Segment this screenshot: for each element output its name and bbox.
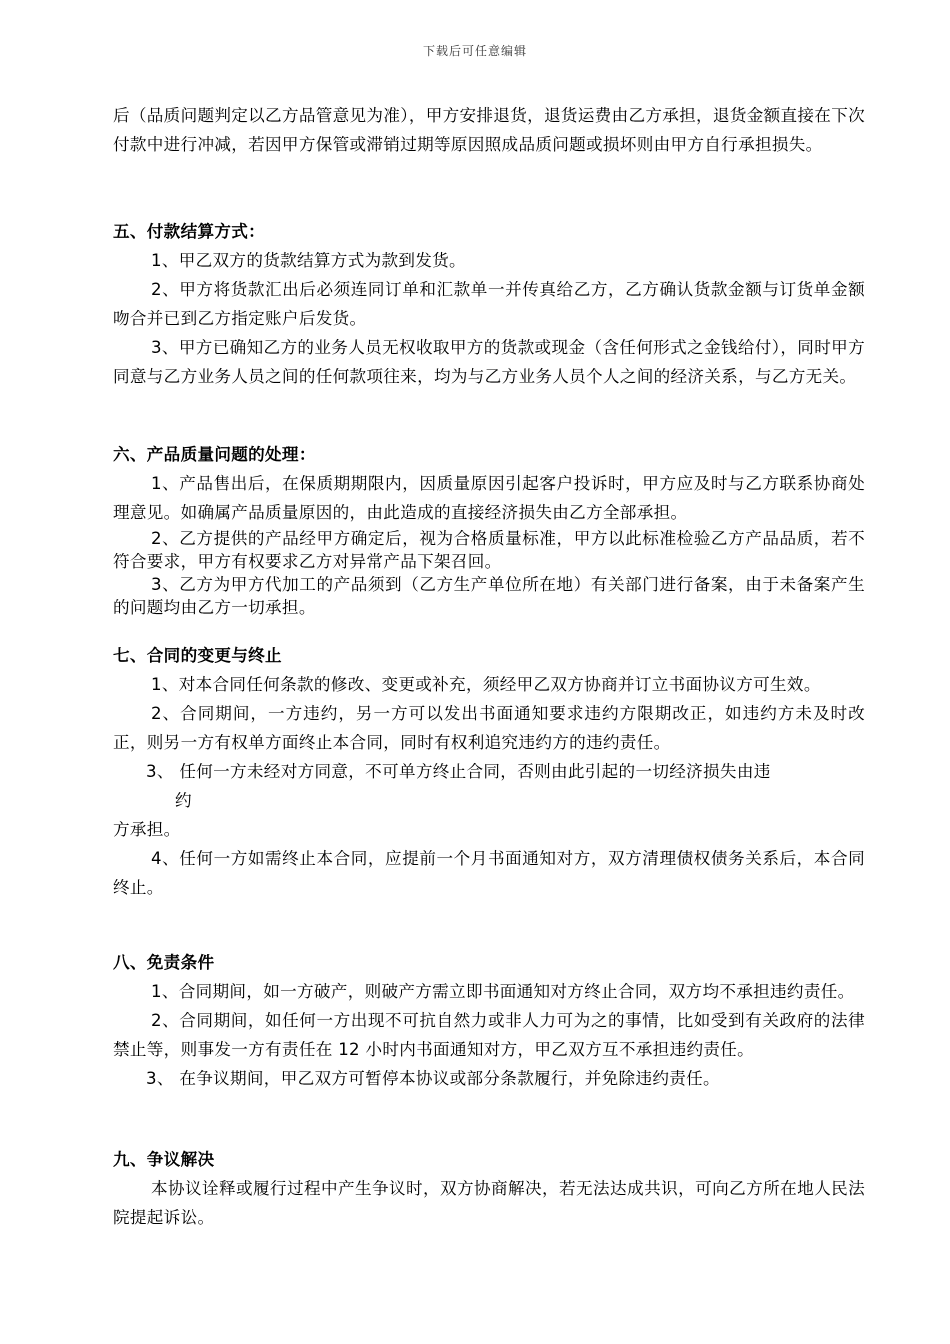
intro-paragraph: 后（品质问题判定以乙方品管意见为准），甲方安排退货，退货运费由乙方承担，退货金额直接在下次付款中进行冲减，若因甲方保管或滞销过期等原因照成品质问题或损坏则由甲方自行承担损失。 <box>113 106 865 154</box>
section-8-clause-2: 2、合同期间，如任何一方出现不可抗自然力或非人力可为之的事情，比如受到有关政府的法律禁止等，则事发一方有责任在 12 小时内书面通知对方，甲乙双方互不承担违约责任。 <box>113 1011 865 1059</box>
section-7-clause-1: 1、对本合同任何条款的修改、变更或补充，须经甲乙双方协商并订立书面协议方可生效。 <box>151 675 821 694</box>
section-7-clause-3 <box>113 757 865 786</box>
section-7 <box>113 641 865 902</box>
section-6 <box>113 440 865 619</box>
section-8 <box>113 948 865 1093</box>
section-5-clause-3: 3、甲方已确知乙方的业务人员无权收取甲方的货款或现金（含任何形式之金钱给付），同时甲方同意与乙方业务人员之间的任何款项往来，均为与乙方业务人员个人之间的经济关系，与乙方无关。 <box>113 338 865 386</box>
section-6-clause-2: 2、乙方提供的产品经甲方确定后，视为合格质量标准，甲方以此标准检验乙方产品品质，若不符合要求，甲方有权要求乙方对异常产品下架召回。 <box>113 529 865 571</box>
section-7-title: 七、合同的变更与终止 <box>113 646 282 665</box>
section-6-clause-1: 1、产品售出后，在保质期期限内，因质量原因引起客户投诉时，甲方应及时与乙方联系协商处理意见。如确属产品质量原因的，由此造成的直接经济损失由乙方全部承担。 <box>113 474 865 522</box>
page-header: 下载后可任意编辑 <box>422 44 527 58</box>
section-7-clause-2: 2、合同期间，一方违约，另一方可以发出书面通知要求违约方限期改正，如违约方未及时改正，则另一方有权单方面终止本合同，同时有权利追究违约方的违约责任。 <box>113 704 865 752</box>
section-7-clause-3-wrap <box>113 786 865 815</box>
section-7-clause-3-line-1: 3、 任何一方未经对方同意，不可单方终止合同，否则由此引起的一切经济损失由违 <box>146 762 771 781</box>
section-5 <box>113 217 865 391</box>
section-8-clause-3: 3、 在争议期间，甲乙双方可暂停本协议或部分条款履行，并免除违约责任。 <box>146 1069 720 1088</box>
section-7-clause-3-end: 方承担。 <box>113 820 181 839</box>
section-8-title: 八、免责条件 <box>113 953 215 972</box>
section-5-title: 五、付款结算方式： <box>113 222 266 241</box>
section-7-clause-4: 4、任何一方如需终止本合同，应提前一个月书面通知对方，双方清理债权债务关系后，本合同终止。 <box>113 849 865 897</box>
section-6-title: 六、产品质量问题的处理： <box>113 445 316 464</box>
intro-block <box>113 101 865 159</box>
section-9-title: 九、争议解决 <box>113 1150 215 1169</box>
section-7-clause-3-line-2: 约 <box>175 791 192 810</box>
section-9-clause-1: 本协议诠释或履行过程中产生争议时，双方协商解决，若无法达成共识，可向乙方所在地人民法院提起诉讼。 <box>113 1179 865 1227</box>
section-6-clause-3: 3、乙方为甲方代加工的产品须到（乙方生产单位所在地）有关部门进行备案，由于未备案产生的问题均由乙方一切承担。 <box>113 575 865 617</box>
section-5-clause-1: 1、甲乙双方的货款结算方式为款到发货。 <box>151 251 466 270</box>
section-9 <box>113 1145 865 1232</box>
section-5-clause-2: 2、甲方将货款汇出后必须连同订单和汇款单一并传真给乙方，乙方确认货款金额与订货单金额吻合并已到乙方指定账户后发货。 <box>113 280 865 328</box>
section-8-clause-1: 1、合同期间，如一方破产，则破产方需立即书面通知对方终止合同，双方均不承担违约责任。 <box>151 982 855 1001</box>
